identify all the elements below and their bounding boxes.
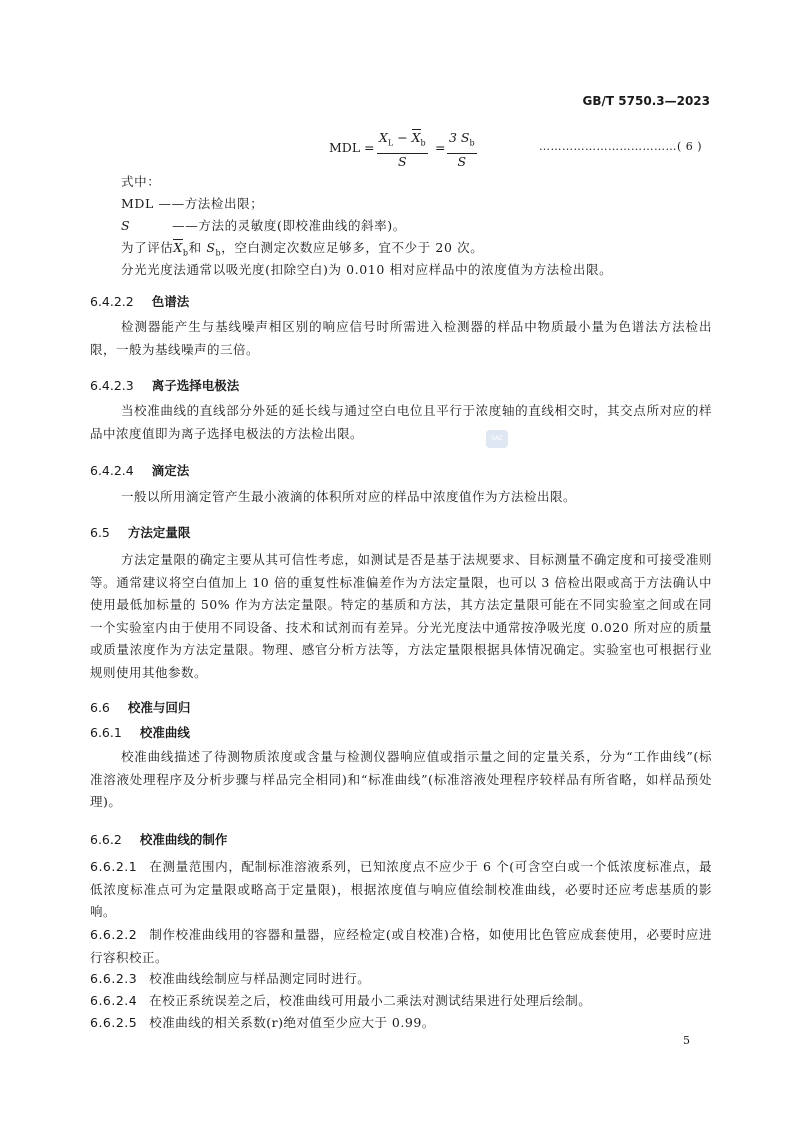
fraction-1-denominator: S xyxy=(398,153,407,169)
heading-6-6-1: 6.6.1 校准曲线 xyxy=(90,725,190,740)
where-evaluate-note: 为了评估$X_b$和 $S_b$，空白测定次数应足够多，宜不少于 20 次。 xyxy=(121,240,484,258)
where-s-definition: S ——方法的灵敏度(即校准曲线的斜率)。 xyxy=(121,218,406,233)
heading-6-6-2: 6.6.2 校准曲线的制作 xyxy=(90,832,228,847)
item-6-6-2-4: 6.6.2.4 在校正系统误差之后，校准曲线可用最小二乘法对测试结果进行处理后绘制。 xyxy=(90,993,592,1008)
page-number: 5 xyxy=(683,1034,690,1047)
heading-6-5: 6.5 方法定量限 xyxy=(90,525,191,540)
standard-number: GB/T 5750.3—2023 xyxy=(582,94,710,108)
paragraph-6-4-2-2: 检测器能产生与基线噪声相区别的响应信号时所需进入检测器的样品中物质最小量为色谱法方法检出限，一般为基线噪声的三倍。 xyxy=(90,319,712,357)
formula-eq2: = xyxy=(435,140,446,155)
formula-lhs: MDL xyxy=(329,140,361,155)
sac-watermark: SAC xyxy=(486,430,508,448)
fraction-2-numerator: 3 $S_b$ xyxy=(447,130,477,154)
item-6-6-2-1: 6.6.2.1 在测量范围内，配制标准溶液系列，已知浓度点不应少于 6 个(可含空白或一个低浓度标准点，最低浓度标准点可为定量限或略高于定量限)，根据浓度值与响应值绘制校准曲线，必要时还应考虑基质的影响。 xyxy=(90,859,712,919)
fraction-2-denominator: S xyxy=(457,153,467,169)
item-6-6-2-5: 6.6.2.5 校准曲线的相关系数(r)绝对值至少应大于 0.99。 xyxy=(90,1015,435,1030)
paragraph-6-5: 方法定量限的确定主要从其可信性考虑，如测试是否是基于法规要求、目标测量不确定度和可接受准则等。通常建议将空白值加上 10 倍的重复性标准偏差作为方法定量限，也可以 3 倍检出限或高于方法确认中使用最低加标量的 50% 作为方法定量限。特定的基质和方法，其方法定量限可能在不同实验室之间或在同一个实验室内由于使用不同设备、技术和试剂而有差异。分光光度法中通常按净吸光度 0.020 所对应的质量或质量浓度作为方法定量限。物理、感官分析方法等，方法定量限根据具体情况确定。实验室也可根据行业规则使用其他参数。 xyxy=(90,552,712,680)
fraction-1-numerator: $X_L - X_b$ xyxy=(377,130,428,154)
item-6-6-2-3: 6.6.2.3 校准曲线绘制应与样品测定同时进行。 xyxy=(90,971,371,986)
heading-6-4-2-4: 6.4.2.4 滴定法 xyxy=(90,463,190,478)
formula-number: ( 6 ) xyxy=(677,140,703,153)
where-intro: 式中： xyxy=(121,174,161,189)
paragraph-6-6-1: 校准曲线描述了待测物质浓度或含量与检测仪器响应值或指示量之间的定量关系，分为“工作曲线”(标准溶液处理程序及分析步骤与样品完全相同)和“标准曲线”(标准溶液处理程序较样品有所省略，如样品预处理)。 xyxy=(90,749,712,809)
item-6-6-2-2: 6.6.2.2 制作校准曲线用的容器和量器，应经检定(或自校准)合格，如使用比色管应成套使用，必要时应进行容积校正。 xyxy=(90,927,712,965)
where-spectro-note: 分光光度法通常以吸光度(扣除空白)为 0.010 相对应样品中的浓度值为方法检出限。 xyxy=(121,262,613,277)
where-mdl-definition: MDL ——方法检出限； xyxy=(121,196,264,211)
paragraph-6-4-2-4: 一般以所用滴定管产生最小液滴的体积所对应的样品中浓度值作为方法检出限。 xyxy=(121,489,577,504)
formula-fraction-1 xyxy=(377,130,428,170)
formula-mdl xyxy=(329,128,709,168)
heading-6-6: 6.6 校准与回归 xyxy=(90,700,191,715)
heading-6-4-2-3: 6.4.2.3 离子选择电极法 xyxy=(90,378,240,393)
heading-6-4-2-2: 6.4.2.2 色谱法 xyxy=(90,294,190,309)
formula-leader-dots: ………………………………( 6 ) xyxy=(539,140,703,153)
formula-fraction-2 xyxy=(447,130,477,170)
paragraph-6-4-2-3: 当校准曲线的直线部分外延的延长线与通过空白电位且平行于浓度轴的直线相交时，其交点所对应的样品中浓度值即为离子选择电极法的方法检出限。 xyxy=(90,403,712,441)
formula-eq1: = xyxy=(364,140,375,155)
